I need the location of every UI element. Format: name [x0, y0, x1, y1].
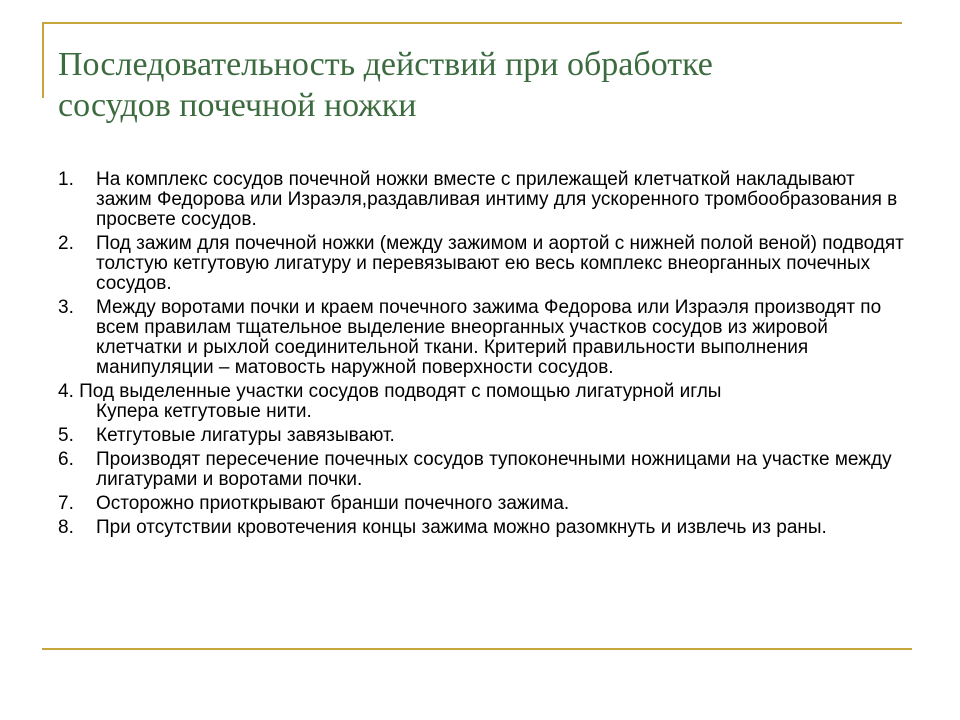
list-item	[58, 518, 908, 538]
list-item	[58, 298, 908, 378]
list-item-text-continuation: Купера кетгутовые нити.	[96, 401, 312, 422]
left-rule	[42, 22, 44, 98]
list-item	[58, 450, 908, 490]
list-item	[58, 494, 908, 514]
list-item-number: 6.	[58, 449, 74, 470]
steps-list	[58, 170, 908, 542]
list-item-number: 2.	[58, 233, 74, 254]
list-item-text: При отсутствии кровотечения концы зажима можно разомкнуть и извлечь из раны.	[96, 517, 827, 538]
list-item	[58, 426, 908, 446]
top-rule	[42, 22, 902, 24]
list-item-number: 5.	[58, 425, 74, 446]
list-item-number: 4.	[58, 381, 74, 402]
list-item-text: Под зажим для почечной ножки (между зажимом и аортой с нижней полой веной) подводят толстую кетгутовую лигатуру и перевязывают ею весь комплекс внеорганных почечных сосудов.	[96, 233, 904, 294]
list-item	[58, 170, 908, 230]
list-item-text: На комплекс сосудов почечной ножки вместе с прилежащей клетчаткой накладывают зажим Федорова или Израэля,раздавливая интиму для ускоренного тромбообразования в просвете сосудов.	[96, 169, 898, 230]
list-item-text: Между воротами почки и краем почечного зажима Федорова или Израэля производят по всем правилам тщательное выделение внеорганных участков сосудов из жировой клетчатки и рыхлой соединительной ткани. Критерий правильности выполнения манипуляции – матовость наружной поверхности сосудов.	[96, 297, 882, 378]
list-item	[58, 234, 908, 294]
slide-title	[58, 44, 908, 126]
list-item-text: Под выделенные участки сосудов подводят с помощью лигатурной иглы	[79, 381, 722, 402]
slide-title-line-1: Последовательность действий при обработке	[58, 46, 713, 83]
list-item-number: 8.	[58, 517, 74, 538]
list-item-text: Производят пересечение почечных сосудов тупоконечными ножницами на участке между лигатурами и воротами почки.	[96, 449, 892, 490]
bottom-rule	[42, 648, 912, 650]
list-item-text: Осторожно приоткрывают бранши почечного зажима.	[96, 493, 570, 514]
list-item-text: Кетгутовые лигатуры завязывают.	[96, 425, 395, 446]
list-item	[58, 382, 908, 422]
list-item-number: 7.	[58, 493, 74, 514]
list-item-number: 1.	[58, 169, 74, 190]
slide-title-line-2: сосудов почечной ножки	[58, 87, 417, 124]
list-item-number: 3.	[58, 297, 74, 318]
